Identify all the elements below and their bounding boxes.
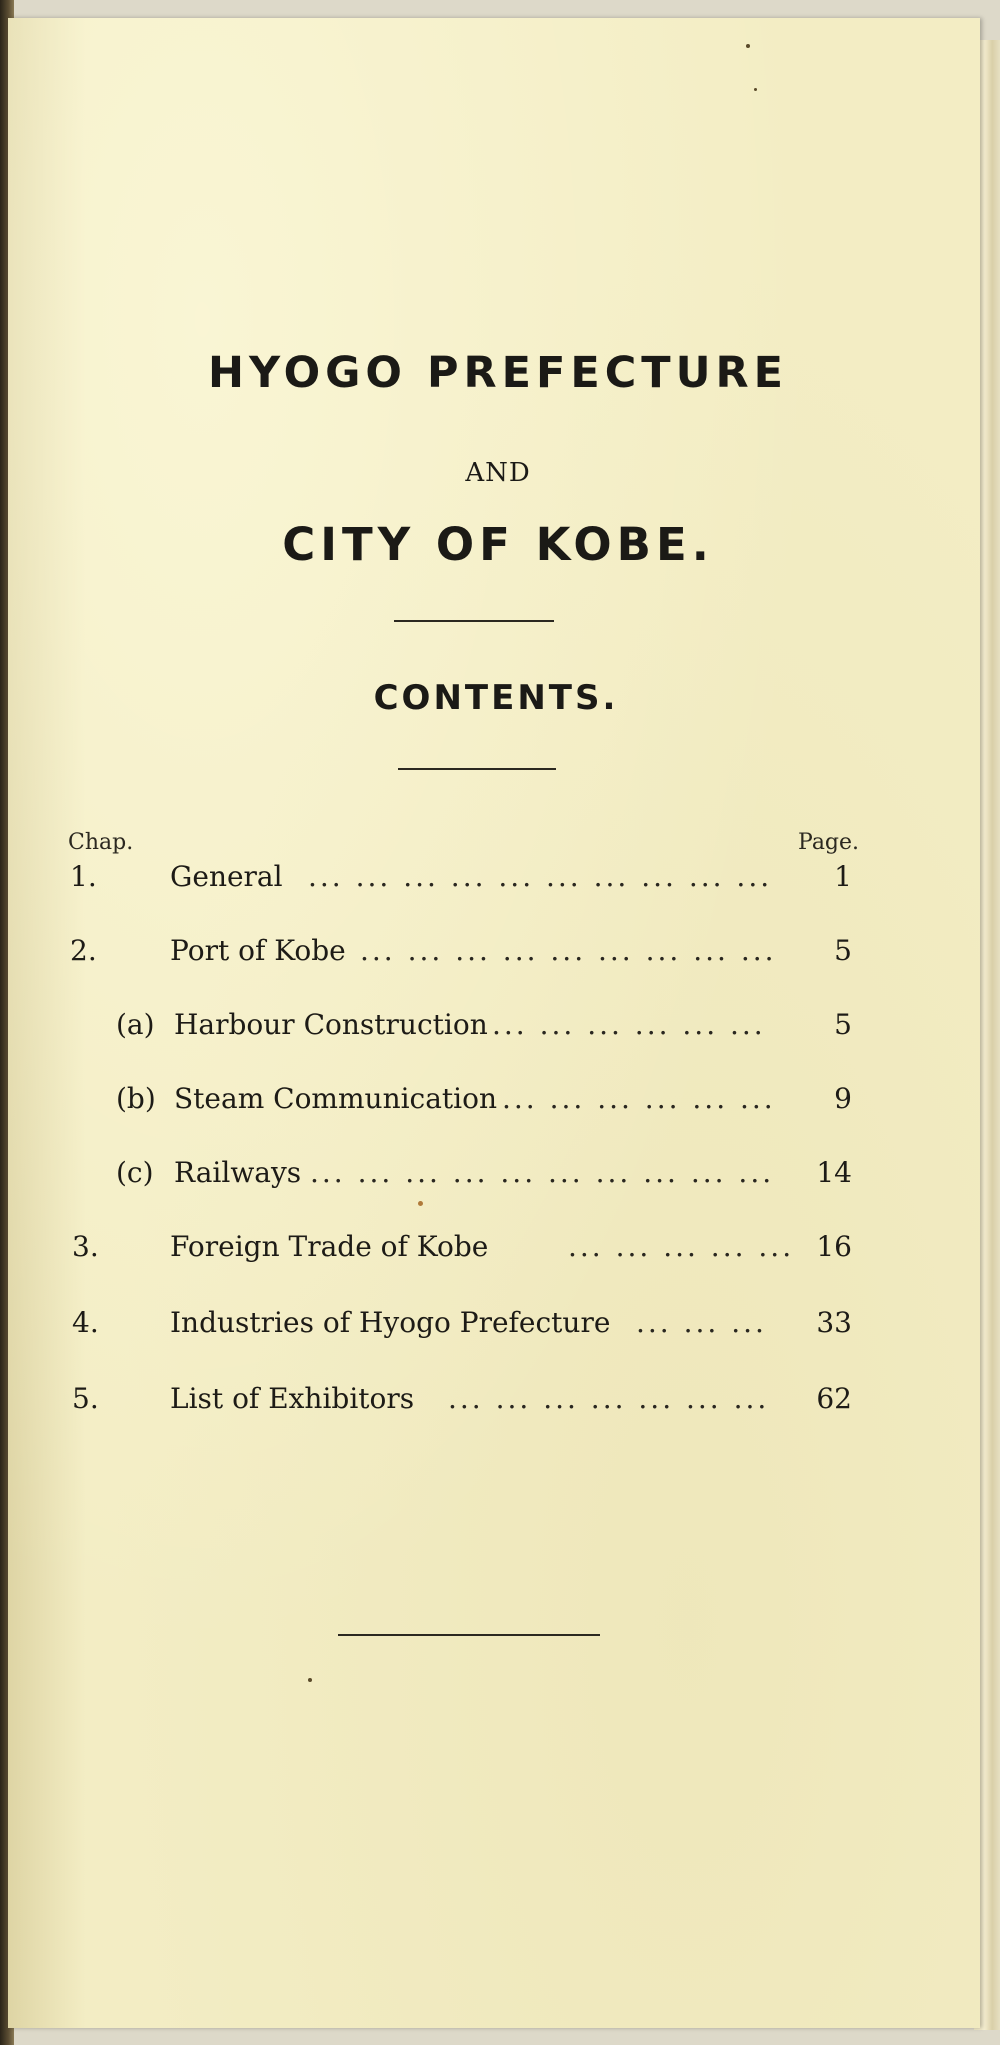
toc-entry-title: List of Exhibitors	[170, 1382, 415, 1415]
toc-entry-title: General	[170, 860, 283, 893]
toc-entry	[8, 934, 980, 974]
toc-entry-title: Port of Kobe	[170, 934, 346, 967]
paper-speck	[746, 44, 750, 48]
paper-speck	[418, 1201, 423, 1206]
toc-entry-number: 2.	[70, 934, 97, 967]
paper-speck	[308, 1678, 312, 1682]
toc-entry-number: (c)	[116, 1156, 154, 1189]
divider-rule	[394, 620, 554, 622]
toc-leader-dots: ... ... ... ... ... ... ... ... ... ...	[310, 1156, 775, 1189]
toc-entry	[8, 1156, 980, 1196]
toc-entry-page: 5	[834, 934, 852, 967]
toc-entry	[8, 1382, 980, 1422]
toc-leader-dots: ... ... ... ... ... ... ... ... ...	[360, 934, 777, 967]
toc-entry-number: 1.	[70, 860, 97, 893]
page-column-header: Page.	[798, 830, 860, 855]
toc-entry-number: (a)	[116, 1008, 155, 1041]
toc-entry-page: 9	[834, 1082, 852, 1115]
toc-entry-page: 1	[834, 860, 852, 893]
toc-entry-number: 4.	[72, 1306, 99, 1339]
toc-entry-title: Foreign Trade of Kobe	[170, 1230, 489, 1263]
toc-entry-page: 5	[834, 1008, 852, 1041]
toc-entry-title: Railways	[174, 1156, 302, 1189]
toc-entry-page: 16	[816, 1230, 852, 1263]
toc-leader-dots: ... ... ... ... ...	[568, 1230, 795, 1263]
toc-entry-title: Harbour Construction	[174, 1008, 488, 1041]
document-page	[8, 18, 980, 2028]
title-conjunction: AND	[465, 458, 531, 488]
chapter-column-header: Chap.	[68, 830, 134, 855]
toc-leader-dots: ... ... ... ... ... ...	[502, 1082, 776, 1115]
document-title: HYOGO PREFECTURE	[207, 348, 788, 398]
document-subtitle: CITY OF KOBE.	[282, 518, 714, 571]
toc-entry-page: 33	[816, 1306, 852, 1339]
toc-entry	[8, 1008, 980, 1048]
toc-leader-dots: ... ... ...	[636, 1306, 767, 1339]
toc-leader-dots: ... ... ... ... ... ... ...	[448, 1382, 770, 1415]
toc-leader-dots: ... ... ... ... ... ... ... ... ... ...	[308, 860, 773, 893]
toc-entry-page: 14	[816, 1156, 852, 1189]
toc-leader-dots: ... ... ... ... ... ...	[492, 1008, 766, 1041]
toc-entry	[8, 860, 980, 900]
divider-rule	[338, 1634, 600, 1636]
divider-rule	[398, 768, 556, 770]
toc-entry	[8, 1230, 980, 1270]
toc-entry-number: 3.	[72, 1230, 99, 1263]
toc-entry-title: Industries of Hyogo Prefecture	[170, 1306, 611, 1339]
toc-entry	[8, 1306, 980, 1346]
toc-entry-title: Steam Communication	[174, 1082, 498, 1115]
toc-entry	[8, 1082, 980, 1122]
paper-speck	[754, 88, 757, 91]
toc-entry-page: 62	[816, 1382, 852, 1415]
toc-entry-number: (b)	[116, 1082, 156, 1115]
toc-entry-number: 5.	[72, 1382, 99, 1415]
contents-heading: CONTENTS.	[373, 678, 619, 718]
